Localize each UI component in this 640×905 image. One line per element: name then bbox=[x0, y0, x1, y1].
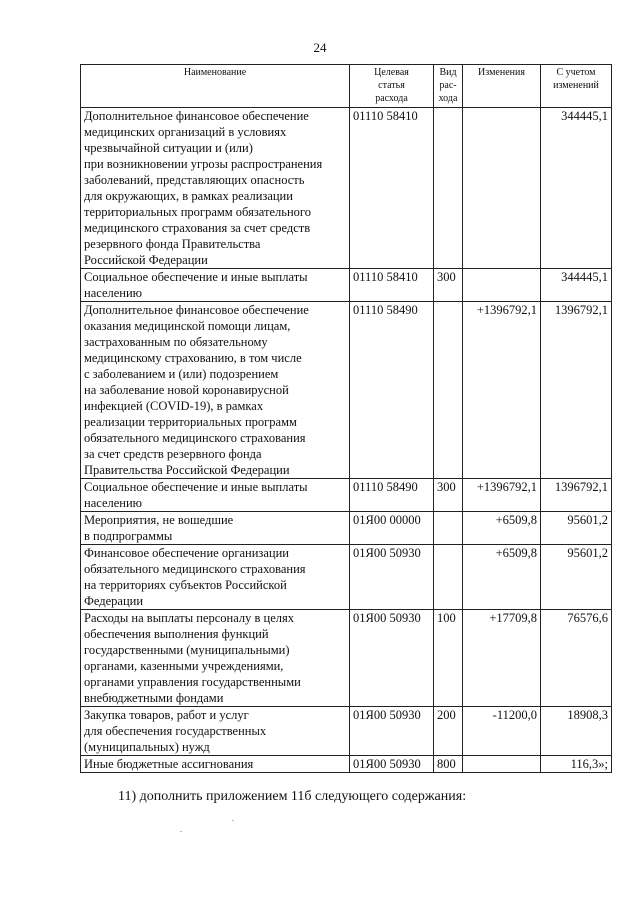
row-change: -11200,0 bbox=[463, 707, 541, 756]
header-changes: Изменения bbox=[463, 65, 541, 108]
row-change: +6509,8 bbox=[463, 512, 541, 545]
row-name: Расходы на выплаты персоналу в целях обеспечения выполнения функций государственными (муниципальными) органами, казенными учреждениями, органами управления государственными внебюджетными фондами bbox=[81, 610, 350, 707]
header-expense-type: Вид рас- хода bbox=[434, 65, 463, 108]
page-number: 24 bbox=[313, 40, 327, 55]
row-code: 01110 58410 bbox=[350, 108, 434, 269]
table-row bbox=[81, 545, 612, 610]
row-type: 300 bbox=[434, 479, 463, 512]
row-change bbox=[463, 269, 541, 302]
row-type bbox=[434, 512, 463, 545]
header-target-article: Целевая статья расхода bbox=[350, 65, 434, 108]
row-total: 95601,2 bbox=[541, 545, 612, 610]
table-row bbox=[81, 302, 612, 479]
row-code: 01Я00 50930 bbox=[350, 610, 434, 707]
row-type: 800 bbox=[434, 756, 463, 773]
table-header-row bbox=[81, 65, 612, 108]
row-change: +1396792,1 bbox=[463, 302, 541, 479]
row-total: 116,3»; bbox=[541, 756, 612, 773]
header-with-changes: С учетом изменений bbox=[541, 65, 612, 108]
row-total: 344445,1 bbox=[541, 108, 612, 269]
row-name: Закупка товаров, работ и услуг для обеспечения государственных (муниципальных) нужд bbox=[81, 707, 350, 756]
scan-speck bbox=[232, 820, 234, 821]
table-row bbox=[81, 707, 612, 756]
row-code: 01Я00 50930 bbox=[350, 756, 434, 773]
row-code: 01110 58410 bbox=[350, 269, 434, 302]
row-name: Иные бюджетные ассигнования bbox=[81, 756, 350, 773]
row-type bbox=[434, 108, 463, 269]
row-total: 18908,3 bbox=[541, 707, 612, 756]
row-change bbox=[463, 756, 541, 773]
table-row bbox=[81, 108, 612, 269]
row-code: 01110 58490 bbox=[350, 479, 434, 512]
budget-table bbox=[80, 64, 612, 773]
row-name: Дополнительное финансовое обеспечение оказания медицинской помощи лицам, застрахованным по обязательному медицинскому страхованию, в том числе с заболеванием и (или) подозрением на заболевание новой коронавирусной инфекцией (COVID-19), в рамках реализации территориальных программ обязательного медицинского страхования за счет средств резервного фонда Правительства Российской Федерации bbox=[81, 302, 350, 479]
row-change: +6509,8 bbox=[463, 545, 541, 610]
row-total: 1396792,1 bbox=[541, 302, 612, 479]
table-row bbox=[81, 269, 612, 302]
row-name: Финансовое обеспечение организации обязательного медицинского страхования на территориях субъектов Российской Федерации bbox=[81, 545, 350, 610]
row-name: Социальное обеспечение и иные выплаты населению bbox=[81, 269, 350, 302]
row-code: 01110 58490 bbox=[350, 302, 434, 479]
row-code: 01Я00 50930 bbox=[350, 707, 434, 756]
row-code: 01Я00 00000 bbox=[350, 512, 434, 545]
row-total: 95601,2 bbox=[541, 512, 612, 545]
row-name: Дополнительное финансовое обеспечение медицинских организаций в условиях чрезвычайной ситуации и (или) при возникновении угрозы распространения заболеваний, представляющих опасность для окружающих, в рамках реализации территориальных программ обязательного медицинского страхования за счет средств резервного фонда Правительства Российской Федерации bbox=[81, 108, 350, 269]
row-change: +1396792,1 bbox=[463, 479, 541, 512]
row-total: 76576,6 bbox=[541, 610, 612, 707]
row-type: 100 bbox=[434, 610, 463, 707]
row-type bbox=[434, 302, 463, 479]
table-row bbox=[81, 512, 612, 545]
table-row bbox=[81, 610, 612, 707]
row-change bbox=[463, 108, 541, 269]
scan-speck bbox=[180, 831, 182, 832]
row-name: Мероприятия, не вошедшие в подпрограммы bbox=[81, 512, 350, 545]
row-code: 01Я00 50930 bbox=[350, 545, 434, 610]
row-type bbox=[434, 545, 463, 610]
row-total: 1396792,1 bbox=[541, 479, 612, 512]
amendment-text: 11) дополнить приложением 11б следующего содержания: bbox=[118, 789, 467, 804]
row-change: +17709,8 bbox=[463, 610, 541, 707]
table-row bbox=[81, 756, 612, 773]
header-name: Наименование bbox=[81, 65, 350, 108]
row-type: 200 bbox=[434, 707, 463, 756]
row-name: Социальное обеспечение и иные выплаты населению bbox=[81, 479, 350, 512]
row-total: 344445,1 bbox=[541, 269, 612, 302]
table-row bbox=[81, 479, 612, 512]
row-type: 300 bbox=[434, 269, 463, 302]
